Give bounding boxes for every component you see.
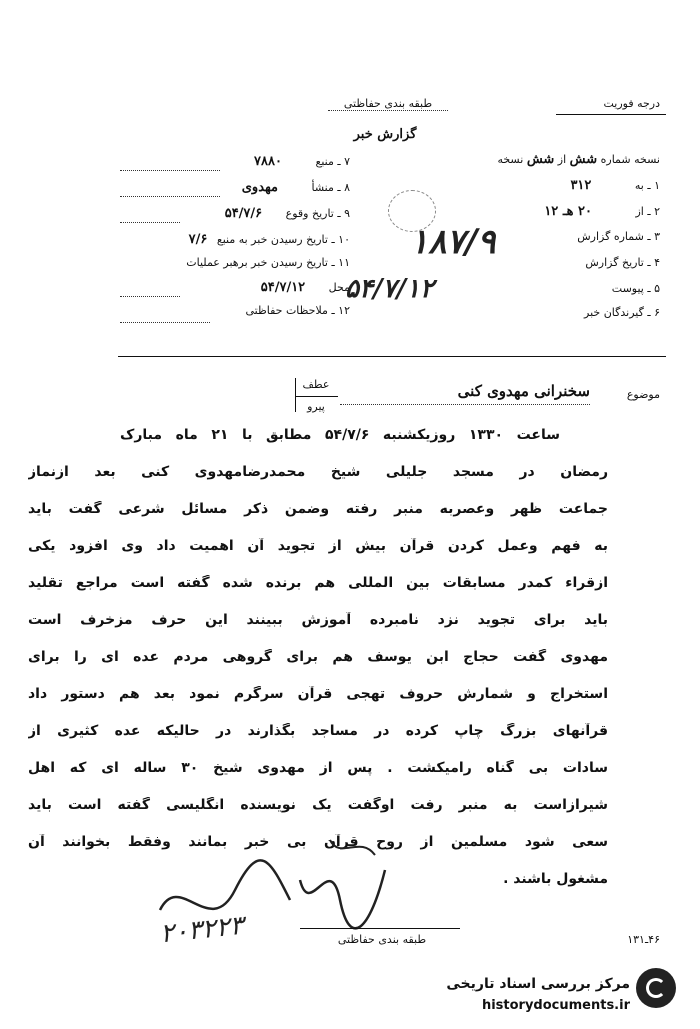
field-to — [460, 178, 660, 193]
copy-of: از — [557, 153, 567, 166]
field-report-number: ۳ ـ شماره گزارش — [577, 230, 660, 243]
field-label: ۸ ـ منشأ — [311, 181, 350, 194]
atf-label: عطف — [302, 378, 330, 391]
field-report-date: ۴ ـ تاریخ گزارش — [585, 256, 660, 269]
field-label: محل — [328, 281, 350, 294]
body-line: سادات بی گناه رامیکشت . پس از مهدوی شیخ ۳۰ ساله ای که اهل — [28, 760, 608, 776]
field-received-by-source — [120, 232, 350, 247]
copy-number: شش — [569, 152, 598, 167]
copy-prefix: نسخه شماره — [600, 153, 660, 166]
body-line: باید برای تجوید نزد نامبرده آموزش ببینند این حرف مزخرف است — [28, 612, 608, 628]
body-line: استخراج و شمارش حروف تهجی قرآن سرگرم نمود بعد هم دستور داد — [28, 686, 608, 702]
field-value: مهدوی — [241, 180, 278, 195]
copy-total: شش — [526, 152, 555, 167]
field-label: ۲ ـ از — [635, 205, 660, 218]
archive-site: historydocuments.ir — [481, 998, 630, 1013]
body-line: سعی شود مسلمین از روح قرآن بی خبر بمانند وفقط بخوانند آن — [28, 834, 608, 850]
field-origin — [120, 180, 350, 195]
body-line: به فهم وعمل کردن قرآن بیش از تجوید آن اهمیت داد وی افزود یکی — [28, 538, 608, 554]
dotted-leader — [120, 296, 180, 297]
atf-divider — [295, 378, 296, 412]
body-line: ازقراء کمدر مسابقات بین المللی هم برنده شده گفته است مراجع تقلید — [28, 575, 608, 591]
footer-line — [300, 928, 460, 929]
field-received-by-leader: ۱۱ ـ تاریخ رسیدن خبر برهبر عملیات — [186, 256, 350, 269]
peyro-label: پیرو — [307, 400, 325, 413]
subject-underline — [340, 404, 590, 405]
handwritten-bottom-number: ۲۰۳۲۲۳ — [158, 910, 246, 950]
dotted-leader — [120, 222, 180, 223]
dotted-leader — [120, 170, 220, 171]
field-value: ۲۰ هـ ۱۲ — [544, 204, 592, 219]
field-label: ۹ ـ تاریخ وقوع — [285, 207, 350, 220]
atf-hline — [296, 396, 338, 397]
body-line: ساعت ۱۳۳۰ روزیکشنبه ۵۴/۷/۶ مطابق با ۲۱ ماه مبارک — [120, 427, 560, 443]
dotted-leader — [120, 322, 210, 323]
field-attachment: ۵ ـ پیوست — [611, 282, 660, 295]
archive-name: مرکز بررسی اسناد تاریخی — [446, 976, 630, 992]
field-security-notes: ۱۲ ـ ملاحظات حفاظتی — [245, 304, 350, 317]
body-line: جماعت ظهر وعصربه منبر رفته وضمن ذکر مسائل شرعی گفت باید — [28, 501, 608, 517]
classification-top: طبقه بندی حفاظتی — [328, 97, 448, 111]
field-from — [460, 204, 660, 219]
field-value: ۷/۶ — [188, 232, 208, 247]
field-value: ۷۸۸۰ — [254, 154, 282, 169]
body-line: شیرازاست به منبر رفت اوگفت یک نویسنده انگلیسی گفته است باید — [28, 797, 608, 813]
field-label: ۷ ـ منبع — [315, 155, 350, 168]
field-value: ۵۴/۷/۱۲ — [260, 280, 306, 295]
report-title: گزارش خبر — [353, 127, 417, 142]
body-line: مهدوی گفت حجاج ابن یوسف هم برای گروهی مردم عده ای را برای — [28, 649, 608, 665]
field-label: ۱۰ ـ تاریخ رسیدن خبر به منبع — [216, 233, 350, 246]
form-code: ۴۶ـ۱۳۱ — [627, 933, 660, 946]
subject-value: سخنرانی مهدوی کنی — [457, 382, 590, 400]
copy-suffix: نسخه — [497, 153, 524, 166]
field-label: ۱ ـ به — [634, 179, 660, 192]
handwritten-number-small: ۵۴/۷/۱۲ — [345, 274, 434, 304]
field-location — [120, 280, 350, 295]
priority-label: درجه فوریت — [603, 97, 660, 110]
handwritten-number-big: ۱۸۷/۹ — [410, 222, 496, 262]
archive-logo-icon — [636, 968, 676, 1008]
field-recipients: ۶ ـ گیرندگان خبر — [584, 306, 660, 319]
field-source — [120, 154, 350, 169]
classification-bottom: طبقه بندی حفاظتی — [337, 933, 427, 946]
copy-line — [420, 152, 660, 167]
field-occurrence-date — [120, 206, 350, 221]
body-line: قرآنهای بزرگ چاپ کرده در مساجد بگذارند در حالیکه عده کثیری از — [28, 723, 608, 739]
body-line: مشغول باشند . — [503, 871, 608, 887]
field-value: ۵۴/۷/۶ — [224, 206, 263, 221]
field-value: ۳۱۲ — [570, 178, 592, 193]
header-separator — [118, 356, 666, 357]
dotted-leader — [120, 196, 220, 197]
subject-label: موضوع — [626, 388, 660, 401]
body-line: رمضان در مسجد جلیلی شیخ محمدرضامهدوی کنی بعد ازنماز — [28, 464, 608, 480]
priority-underline — [556, 114, 666, 115]
